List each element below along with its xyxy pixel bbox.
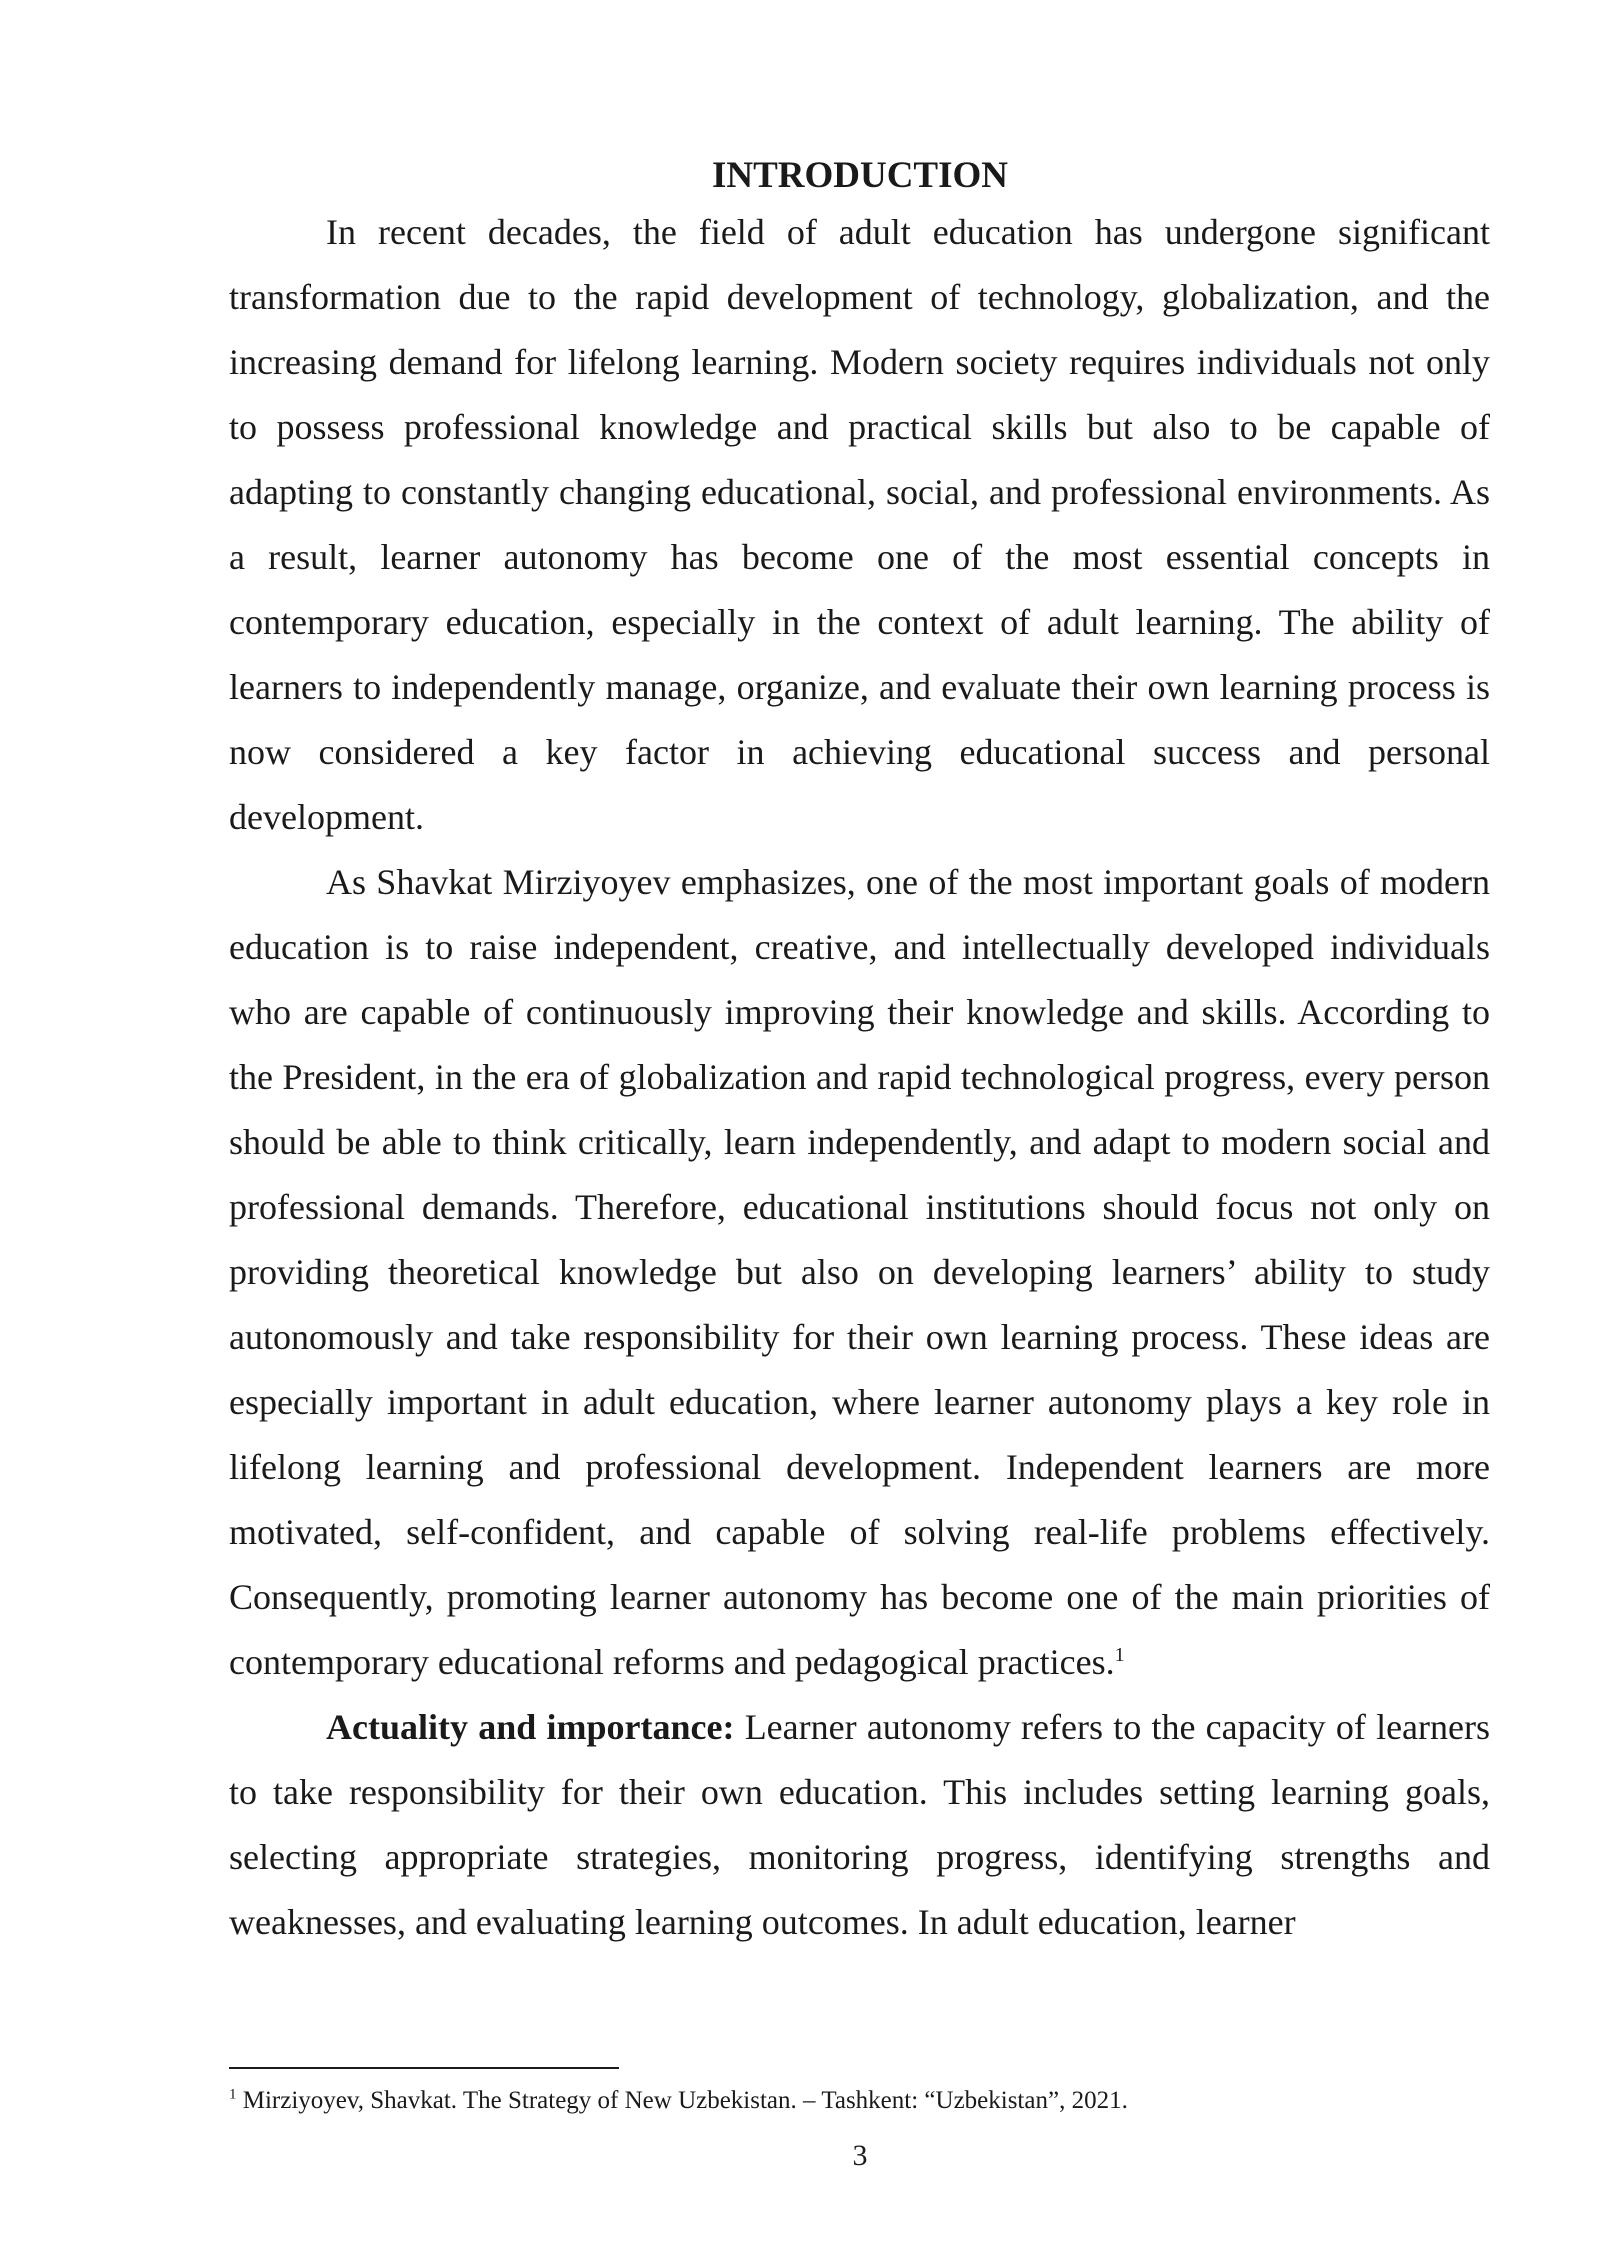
- footnote-divider: [229, 2067, 619, 2069]
- footnote-reference: 1: [1114, 1644, 1125, 1666]
- paragraph-2-text: As Shavkat Mirziyoyev emphasizes, one of the most important goals of modern education is to raise independent, creative, and intellectually developed individuals who are capable of continuously improving their knowledge and skills. According to the President, in the era of globalization and rapid technological progress, every person should be able to think critically, learn independently, and adapt to modern social and professional demands. Therefore, educational institutions should focus not only on providing theoretical knowledge but also on developing learners’ ability to study autonomously and take responsibility for their own learning process. These ideas are especially important in adult education, where learner autonomy plays a key role in lifelong learning and professional development. Independent learners are more motivated, self-confident, and capable of solving real-life problems effectively. Consequently, promoting learner autonomy has become one of the main priorities of contemporary educational reforms and pedagogical practices.: [229, 862, 1490, 1682]
- paragraph-3-lead: Actuality and importance:: [326, 1707, 735, 1747]
- footnote-marker: 1: [229, 2086, 237, 2103]
- footnote-text: Mirziyoyev, Shavkat. The Strategy of New Uzbekistan. – Tashkent: “Uzbekistan”, 2021.: [242, 2087, 1128, 2114]
- footnote: [229, 2084, 1490, 2118]
- paragraph-1: [229, 200, 1490, 850]
- paragraph-3-text: Learner autonomy refers to the capacity of learners to take responsibility for their own education. This includes setting learning goals, selecting appropriate strategies, monitoring progress, identifying strengths and weaknesses, and evaluating learning outcomes. In adult education, learner: [229, 1707, 1490, 1942]
- paragraph-1-text: In recent decades, the field of adult education has undergone significant transformation due to the rapid development of technology, globalization, and the increasing demand for lifelong learning. Modern society requires individuals not only to possess professional knowledge and practical skills but also to be capable of adapting to constantly changing educational, social, and professional environments. As a result, learner autonomy has become one of the most essential concepts in contemporary education, especially in the context of adult learning. The ability of learners to independently manage, organize, and evaluate their own learning process is now considered a key factor in achieving educational success and personal development.: [229, 212, 1490, 837]
- paragraph-3: [229, 1695, 1490, 1955]
- section-heading: INTRODUCTION: [711, 155, 1009, 196]
- paragraph-2: [229, 850, 1490, 1695]
- body-text: [229, 200, 1490, 1955]
- page-number: 3: [852, 2139, 868, 2172]
